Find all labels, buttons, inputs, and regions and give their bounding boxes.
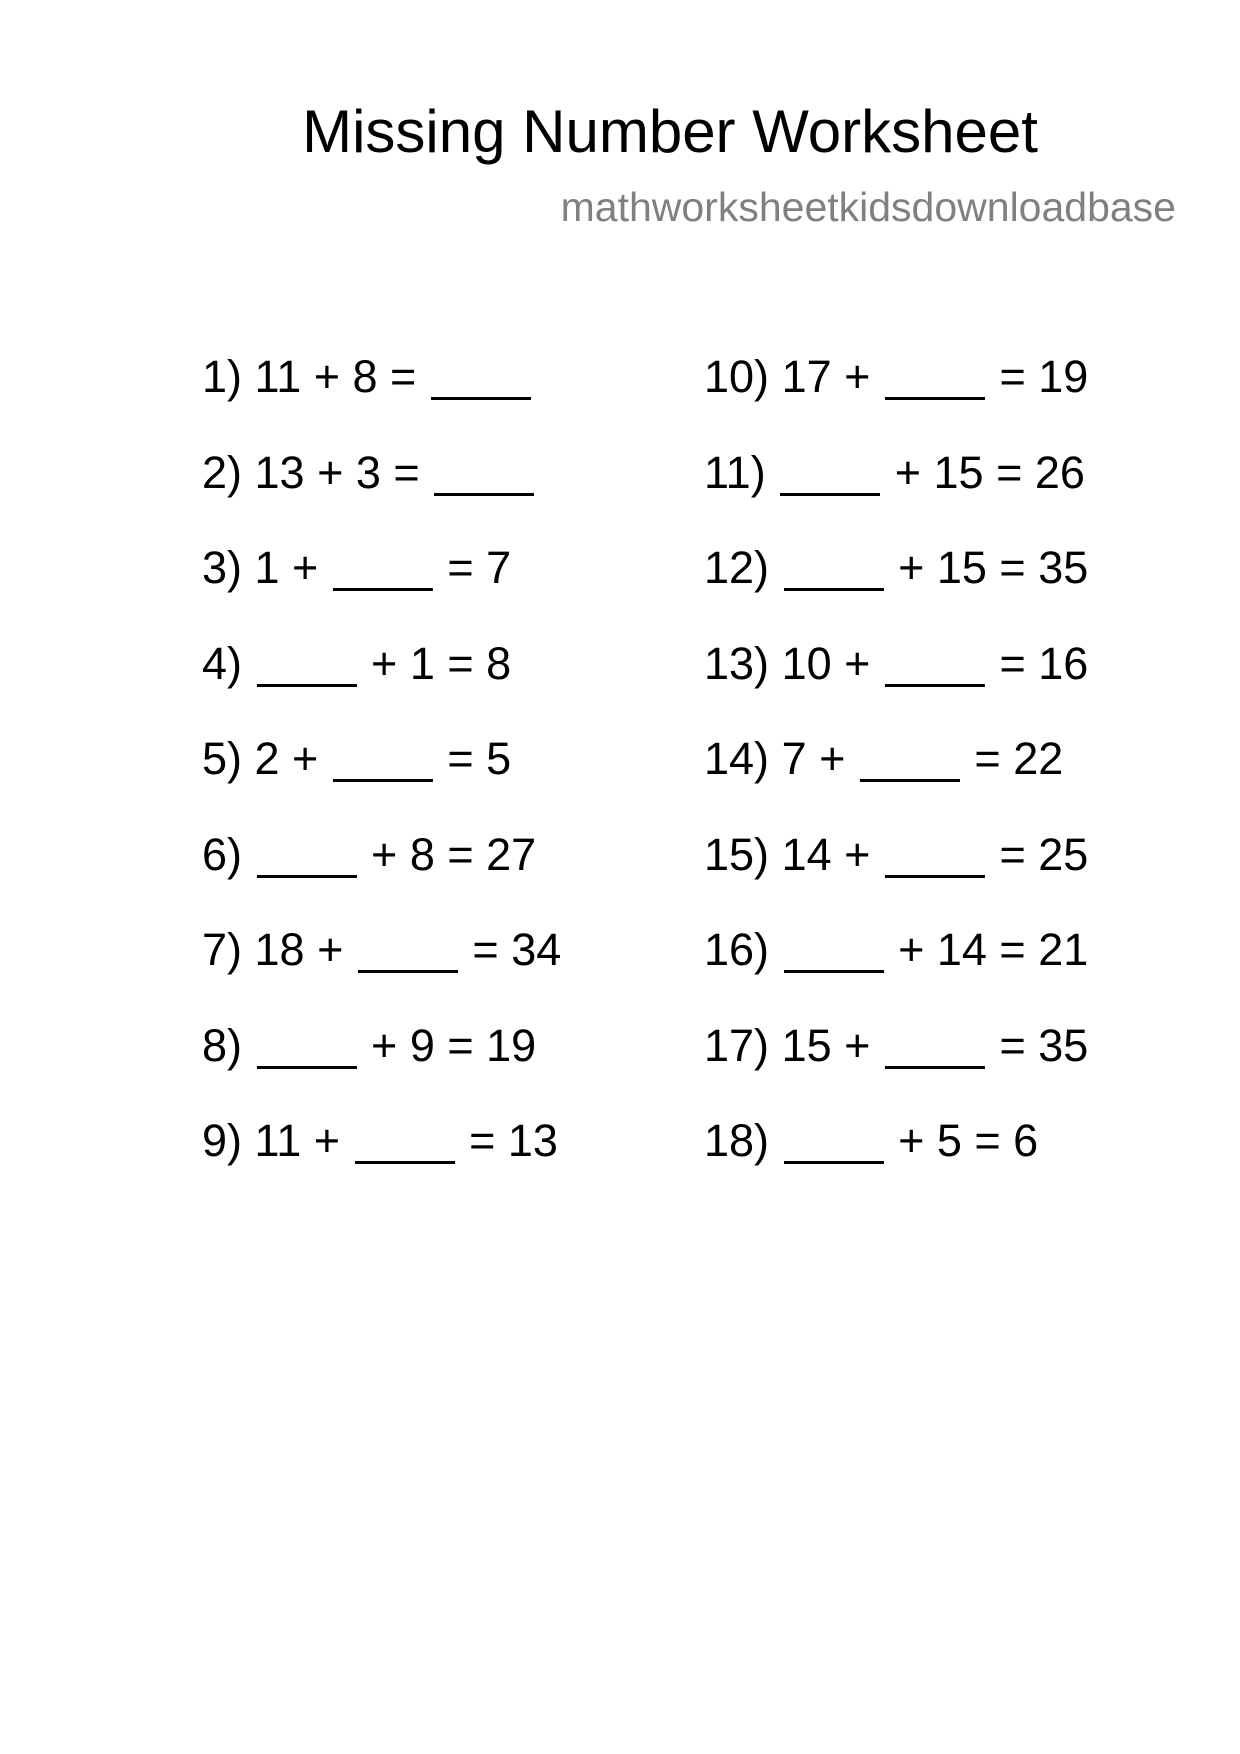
answer-blank[interactable] xyxy=(784,551,884,591)
problem-5 xyxy=(202,734,561,830)
problem-number: 18) xyxy=(704,1115,770,1166)
problem-number: 15) xyxy=(704,828,770,880)
answer-blank[interactable] xyxy=(431,360,531,400)
problem-right-side: + 14 = 21 xyxy=(898,924,1089,975)
problem-8 xyxy=(202,1021,561,1117)
problem-right-side: + 1 = 8 xyxy=(371,637,512,689)
problem-4 xyxy=(202,639,561,735)
answer-blank[interactable] xyxy=(784,1124,884,1164)
answer-blank[interactable] xyxy=(434,456,534,496)
problem-right-side: = 34 xyxy=(472,924,562,975)
answer-blank[interactable] xyxy=(780,456,880,496)
answer-blank[interactable] xyxy=(358,933,458,973)
problem-number: 3) xyxy=(202,542,243,593)
answer-blank[interactable] xyxy=(257,647,357,687)
answer-blank[interactable] xyxy=(355,1124,455,1164)
problem-3 xyxy=(202,543,561,639)
problem-number: 17) xyxy=(704,1019,770,1071)
problem-left-side: 11 + 8 = xyxy=(254,351,417,402)
problem-left-side: 2 + xyxy=(254,733,319,784)
problem-10 xyxy=(704,352,1088,448)
problem-right-side: = 13 xyxy=(469,1115,558,1166)
problem-12 xyxy=(704,543,1088,639)
problem-1 xyxy=(202,352,561,448)
problem-right-side: + 9 = 19 xyxy=(371,1019,537,1071)
problem-left-side: 11 + xyxy=(254,1115,341,1166)
problem-number: 11) xyxy=(704,446,766,498)
problem-number: 2) xyxy=(202,446,243,498)
problem-left-side: 7 + xyxy=(781,733,846,784)
problem-left-side: 17 + xyxy=(781,351,871,402)
problem-column-left xyxy=(202,352,561,1212)
worksheet-title: Missing Number Worksheet xyxy=(302,98,1038,165)
problem-number: 13) xyxy=(704,637,770,689)
problem-left-side: 15 + xyxy=(781,1019,871,1071)
problem-left-side: 14 + xyxy=(781,828,871,880)
worksheet-subtitle: mathworksheetkidsdownloadbase xyxy=(560,184,1176,230)
problem-17 xyxy=(704,1021,1088,1117)
problem-right-side: + 5 = 6 xyxy=(898,1115,1039,1166)
problem-number: 1) xyxy=(202,351,243,402)
problem-left-side: 13 + 3 = xyxy=(254,446,420,498)
answer-blank[interactable] xyxy=(784,933,884,973)
problem-number: 14) xyxy=(704,733,770,784)
problem-number: 9) xyxy=(202,1115,243,1166)
answer-blank[interactable] xyxy=(257,1029,357,1069)
problem-16 xyxy=(704,925,1088,1021)
problem-right-side: = 22 xyxy=(974,733,1064,784)
problem-13 xyxy=(704,639,1088,735)
problem-number: 5) xyxy=(202,733,243,784)
answer-blank[interactable] xyxy=(333,551,433,591)
problem-18 xyxy=(704,1116,1088,1212)
problem-number: 7) xyxy=(202,924,243,975)
problem-number: 4) xyxy=(202,637,243,689)
problem-left-side: 18 + xyxy=(254,924,344,975)
answer-blank[interactable] xyxy=(860,742,960,782)
answer-blank[interactable] xyxy=(885,360,985,400)
problem-6 xyxy=(202,830,561,926)
problem-column-right xyxy=(704,352,1088,1212)
problem-left-side: 1 + xyxy=(254,542,319,593)
problem-7 xyxy=(202,925,561,1021)
problem-number: 10) xyxy=(704,351,770,402)
problem-9 xyxy=(202,1116,561,1212)
problem-15 xyxy=(704,830,1088,926)
problem-right-side: + 15 = 35 xyxy=(898,542,1089,593)
answer-blank[interactable] xyxy=(257,838,357,878)
answer-blank[interactable] xyxy=(885,838,985,878)
answer-blank[interactable] xyxy=(885,1029,985,1069)
problem-right-side: = 16 xyxy=(999,637,1089,689)
problem-number: 16) xyxy=(704,924,770,975)
problem-right-side: = 7 xyxy=(447,542,512,593)
problem-right-side: = 25 xyxy=(999,828,1089,880)
answer-blank[interactable] xyxy=(333,742,433,782)
problem-right-side: = 5 xyxy=(447,733,512,784)
problem-2 xyxy=(202,448,561,544)
answer-blank[interactable] xyxy=(885,647,985,687)
problem-number: 12) xyxy=(704,542,770,593)
problem-right-side: = 19 xyxy=(999,351,1089,402)
problem-left-side: 10 + xyxy=(781,637,871,689)
problem-right-side: + 15 = 26 xyxy=(894,446,1085,498)
problem-11 xyxy=(704,448,1088,544)
problem-14 xyxy=(704,734,1088,830)
problem-number: 8) xyxy=(202,1019,243,1071)
problem-number: 6) xyxy=(202,828,243,880)
problem-right-side: = 35 xyxy=(999,1019,1089,1071)
problem-right-side: + 8 = 27 xyxy=(371,828,537,880)
